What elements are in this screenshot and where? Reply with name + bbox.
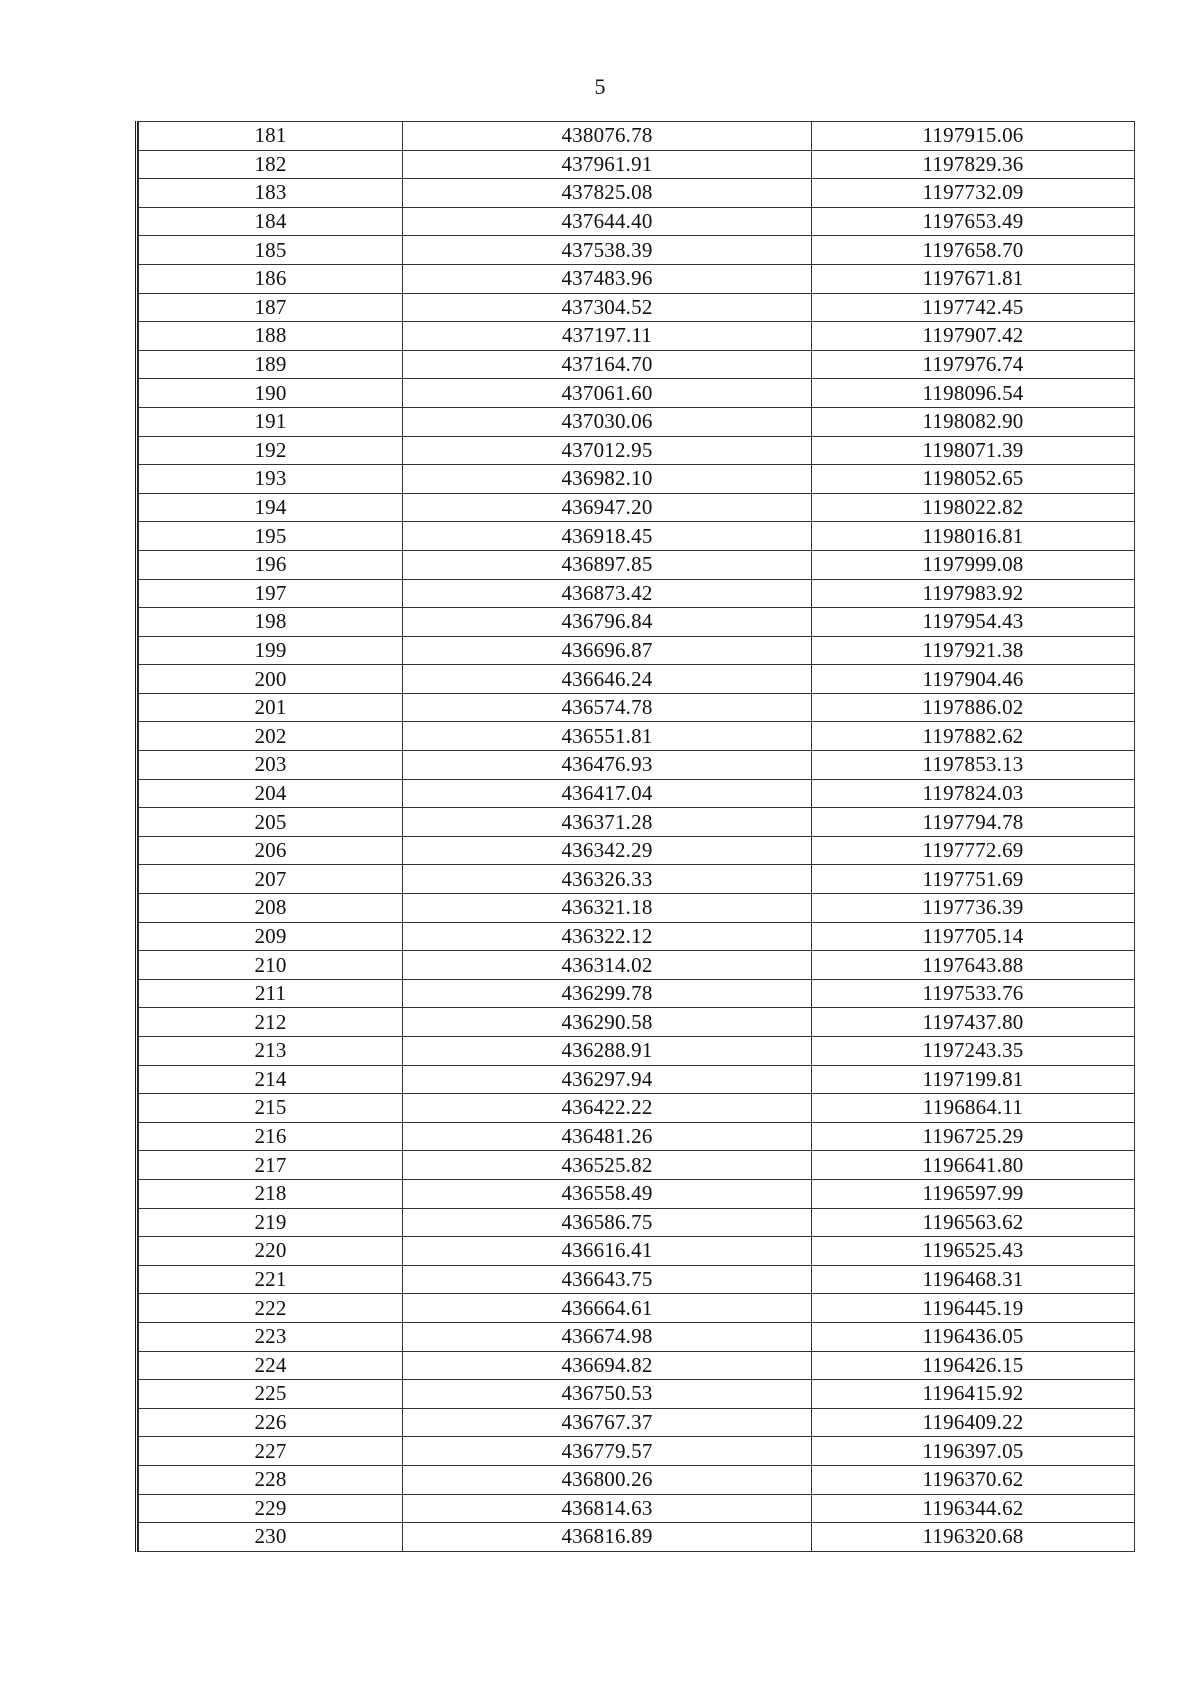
y-coordinate-cell: 1196370.62 — [812, 1465, 1135, 1494]
y-coordinate-cell: 1197824.03 — [812, 779, 1135, 808]
y-coordinate-cell: 1197954.43 — [812, 608, 1135, 637]
y-coordinate-cell: 1198052.65 — [812, 465, 1135, 494]
x-coordinate-cell: 436694.82 — [403, 1351, 812, 1380]
table-row — [139, 379, 1135, 408]
x-coordinate-cell: 436767.37 — [403, 1408, 812, 1437]
y-coordinate-cell: 1197999.08 — [812, 550, 1135, 579]
point-number-cell: 190 — [139, 379, 403, 408]
table-row — [139, 1437, 1135, 1466]
table-row — [139, 436, 1135, 465]
table-row — [139, 207, 1135, 236]
x-coordinate-cell: 436574.78 — [403, 693, 812, 722]
point-number-cell: 188 — [139, 322, 403, 351]
x-coordinate-cell: 436664.61 — [403, 1294, 812, 1323]
y-coordinate-cell: 1197882.62 — [812, 722, 1135, 751]
table-row — [139, 264, 1135, 293]
point-number-cell: 219 — [139, 1208, 403, 1237]
y-coordinate-cell: 1196864.11 — [812, 1094, 1135, 1123]
y-coordinate-cell: 1196415.92 — [812, 1380, 1135, 1409]
table-row — [139, 1237, 1135, 1266]
x-coordinate-cell: 436322.12 — [403, 922, 812, 951]
y-coordinate-cell: 1197772.69 — [812, 836, 1135, 865]
x-coordinate-cell: 437304.52 — [403, 293, 812, 322]
x-coordinate-cell: 436586.75 — [403, 1208, 812, 1237]
x-coordinate-cell: 437012.95 — [403, 436, 812, 465]
table-row — [139, 751, 1135, 780]
table-row — [139, 1380, 1135, 1409]
table-row — [139, 122, 1135, 151]
table-row — [139, 1065, 1135, 1094]
table-row — [139, 665, 1135, 694]
table-row — [139, 1265, 1135, 1294]
coordinates-table — [138, 121, 1135, 1552]
y-coordinate-cell: 1198022.82 — [812, 493, 1135, 522]
point-number-cell: 184 — [139, 207, 403, 236]
y-coordinate-cell: 1197742.45 — [812, 293, 1135, 322]
point-number-cell: 212 — [139, 1008, 403, 1037]
point-number-cell: 227 — [139, 1437, 403, 1466]
y-coordinate-cell: 1197732.09 — [812, 179, 1135, 208]
x-coordinate-cell: 436417.04 — [403, 779, 812, 808]
table-row — [139, 350, 1135, 379]
x-coordinate-cell: 436674.98 — [403, 1322, 812, 1351]
x-coordinate-cell: 436696.87 — [403, 636, 812, 665]
point-number-cell: 229 — [139, 1494, 403, 1523]
table-row — [139, 1179, 1135, 1208]
table-row — [139, 894, 1135, 923]
x-coordinate-cell: 436481.26 — [403, 1122, 812, 1151]
table-row — [139, 150, 1135, 179]
table-row — [139, 579, 1135, 608]
point-number-cell: 215 — [139, 1094, 403, 1123]
x-coordinate-cell: 436796.84 — [403, 608, 812, 637]
table-row — [139, 636, 1135, 665]
table-row — [139, 808, 1135, 837]
y-coordinate-cell: 1197976.74 — [812, 350, 1135, 379]
table-row — [139, 322, 1135, 351]
x-coordinate-cell: 436342.29 — [403, 836, 812, 865]
x-coordinate-cell: 436476.93 — [403, 751, 812, 780]
point-number-cell: 211 — [139, 979, 403, 1008]
page-number: 5 — [594, 74, 606, 99]
point-number-cell: 213 — [139, 1037, 403, 1066]
y-coordinate-cell: 1197705.14 — [812, 922, 1135, 951]
y-coordinate-cell: 1197658.70 — [812, 236, 1135, 265]
x-coordinate-cell: 436525.82 — [403, 1151, 812, 1180]
point-number-cell: 223 — [139, 1322, 403, 1351]
y-coordinate-cell: 1197829.36 — [812, 150, 1135, 179]
table-row — [139, 465, 1135, 494]
point-number-cell: 198 — [139, 608, 403, 637]
y-coordinate-cell: 1197886.02 — [812, 693, 1135, 722]
point-number-cell: 209 — [139, 922, 403, 951]
x-coordinate-cell: 437538.39 — [403, 236, 812, 265]
table-row — [139, 1408, 1135, 1437]
x-coordinate-cell: 436982.10 — [403, 465, 812, 494]
point-number-cell: 203 — [139, 751, 403, 780]
point-number-cell: 194 — [139, 493, 403, 522]
point-number-cell: 214 — [139, 1065, 403, 1094]
table-row — [139, 179, 1135, 208]
table-row — [139, 951, 1135, 980]
point-number-cell: 226 — [139, 1408, 403, 1437]
x-coordinate-cell: 436371.28 — [403, 808, 812, 837]
point-number-cell: 204 — [139, 779, 403, 808]
table-row — [139, 979, 1135, 1008]
x-coordinate-cell: 436297.94 — [403, 1065, 812, 1094]
x-coordinate-cell: 436290.58 — [403, 1008, 812, 1037]
table-row — [139, 1094, 1135, 1123]
point-number-cell: 193 — [139, 465, 403, 494]
point-number-cell: 224 — [139, 1351, 403, 1380]
x-coordinate-cell: 436750.53 — [403, 1380, 812, 1409]
point-number-cell: 200 — [139, 665, 403, 694]
x-coordinate-cell: 436918.45 — [403, 522, 812, 551]
y-coordinate-cell: 1197736.39 — [812, 894, 1135, 923]
y-coordinate-cell: 1197437.80 — [812, 1008, 1135, 1037]
x-coordinate-cell: 437644.40 — [403, 207, 812, 236]
y-coordinate-cell: 1197243.35 — [812, 1037, 1135, 1066]
x-coordinate-cell: 436422.22 — [403, 1094, 812, 1123]
point-number-cell: 202 — [139, 722, 403, 751]
x-coordinate-cell: 436314.02 — [403, 951, 812, 980]
point-number-cell: 221 — [139, 1265, 403, 1294]
point-number-cell: 216 — [139, 1122, 403, 1151]
y-coordinate-cell: 1198016.81 — [812, 522, 1135, 551]
y-coordinate-cell: 1196426.15 — [812, 1351, 1135, 1380]
table-row — [139, 608, 1135, 637]
y-coordinate-cell: 1196344.62 — [812, 1494, 1135, 1523]
x-coordinate-cell: 436643.75 — [403, 1265, 812, 1294]
y-coordinate-cell: 1196725.29 — [812, 1122, 1135, 1151]
x-coordinate-cell: 437825.08 — [403, 179, 812, 208]
y-coordinate-cell: 1196436.05 — [812, 1322, 1135, 1351]
table-row — [139, 1351, 1135, 1380]
x-coordinate-cell: 436288.91 — [403, 1037, 812, 1066]
x-coordinate-cell: 438076.78 — [403, 122, 812, 151]
x-coordinate-cell: 437961.91 — [403, 150, 812, 179]
table-row — [139, 1151, 1135, 1180]
y-coordinate-cell: 1197915.06 — [812, 122, 1135, 151]
point-number-cell: 201 — [139, 693, 403, 722]
x-coordinate-cell: 437030.06 — [403, 407, 812, 436]
point-number-cell: 217 — [139, 1151, 403, 1180]
y-coordinate-cell: 1198096.54 — [812, 379, 1135, 408]
table-row — [139, 550, 1135, 579]
point-number-cell: 208 — [139, 894, 403, 923]
point-number-cell: 187 — [139, 293, 403, 322]
x-coordinate-cell: 436779.57 — [403, 1437, 812, 1466]
point-number-cell: 192 — [139, 436, 403, 465]
point-number-cell: 189 — [139, 350, 403, 379]
x-coordinate-cell: 436800.26 — [403, 1465, 812, 1494]
y-coordinate-cell: 1197794.78 — [812, 808, 1135, 837]
y-coordinate-cell: 1197671.81 — [812, 264, 1135, 293]
y-coordinate-cell: 1196641.80 — [812, 1151, 1135, 1180]
table-row — [139, 1494, 1135, 1523]
table-row — [139, 1037, 1135, 1066]
x-coordinate-cell: 436326.33 — [403, 865, 812, 894]
y-coordinate-cell: 1196597.99 — [812, 1179, 1135, 1208]
point-number-cell: 205 — [139, 808, 403, 837]
table-row — [139, 865, 1135, 894]
point-number-cell: 222 — [139, 1294, 403, 1323]
x-coordinate-cell: 437061.60 — [403, 379, 812, 408]
table-row — [139, 236, 1135, 265]
x-coordinate-cell: 436816.89 — [403, 1523, 812, 1552]
y-coordinate-cell: 1197751.69 — [812, 865, 1135, 894]
y-coordinate-cell: 1197533.76 — [812, 979, 1135, 1008]
y-coordinate-cell: 1196409.22 — [812, 1408, 1135, 1437]
point-number-cell: 210 — [139, 951, 403, 980]
y-coordinate-cell: 1197853.13 — [812, 751, 1135, 780]
table-row — [139, 1465, 1135, 1494]
table-row — [139, 1322, 1135, 1351]
point-number-cell: 191 — [139, 407, 403, 436]
table-row — [139, 1523, 1135, 1552]
y-coordinate-cell: 1197921.38 — [812, 636, 1135, 665]
y-coordinate-cell: 1196563.62 — [812, 1208, 1135, 1237]
point-number-cell: 207 — [139, 865, 403, 894]
table-row — [139, 1008, 1135, 1037]
table-row — [139, 836, 1135, 865]
y-coordinate-cell: 1197653.49 — [812, 207, 1135, 236]
x-coordinate-cell: 436299.78 — [403, 979, 812, 1008]
x-coordinate-cell: 436814.63 — [403, 1494, 812, 1523]
y-coordinate-cell: 1196525.43 — [812, 1237, 1135, 1266]
point-number-cell: 199 — [139, 636, 403, 665]
y-coordinate-cell: 1196397.05 — [812, 1437, 1135, 1466]
x-coordinate-cell: 436646.24 — [403, 665, 812, 694]
y-coordinate-cell: 1196468.31 — [812, 1265, 1135, 1294]
point-number-cell: 181 — [139, 122, 403, 151]
point-number-cell: 220 — [139, 1237, 403, 1266]
y-coordinate-cell: 1197643.88 — [812, 951, 1135, 980]
table-row — [139, 493, 1135, 522]
coordinates-table-container — [135, 121, 1134, 1552]
point-number-cell: 228 — [139, 1465, 403, 1494]
coordinates-table-body — [139, 122, 1135, 1552]
y-coordinate-cell: 1197904.46 — [812, 665, 1135, 694]
table-row — [139, 522, 1135, 551]
table-row — [139, 1122, 1135, 1151]
x-coordinate-cell: 436616.41 — [403, 1237, 812, 1266]
x-coordinate-cell: 436321.18 — [403, 894, 812, 923]
table-row — [139, 1208, 1135, 1237]
x-coordinate-cell: 436558.49 — [403, 1179, 812, 1208]
point-number-cell: 230 — [139, 1523, 403, 1552]
table-row — [139, 1294, 1135, 1323]
x-coordinate-cell: 436873.42 — [403, 579, 812, 608]
x-coordinate-cell: 437164.70 — [403, 350, 812, 379]
table-row — [139, 722, 1135, 751]
point-number-cell: 197 — [139, 579, 403, 608]
table-row — [139, 407, 1135, 436]
point-number-cell: 225 — [139, 1380, 403, 1409]
x-coordinate-cell: 437197.11 — [403, 322, 812, 351]
point-number-cell: 195 — [139, 522, 403, 551]
x-coordinate-cell: 436897.85 — [403, 550, 812, 579]
x-coordinate-cell: 436551.81 — [403, 722, 812, 751]
point-number-cell: 183 — [139, 179, 403, 208]
x-coordinate-cell: 437483.96 — [403, 264, 812, 293]
table-row — [139, 293, 1135, 322]
point-number-cell: 196 — [139, 550, 403, 579]
point-number-cell: 186 — [139, 264, 403, 293]
y-coordinate-cell: 1197907.42 — [812, 322, 1135, 351]
y-coordinate-cell: 1197199.81 — [812, 1065, 1135, 1094]
table-row — [139, 779, 1135, 808]
y-coordinate-cell: 1197983.92 — [812, 579, 1135, 608]
point-number-cell: 218 — [139, 1179, 403, 1208]
point-number-cell: 206 — [139, 836, 403, 865]
point-number-cell: 182 — [139, 150, 403, 179]
y-coordinate-cell: 1196320.68 — [812, 1523, 1135, 1552]
point-number-cell: 185 — [139, 236, 403, 265]
table-row — [139, 693, 1135, 722]
y-coordinate-cell: 1198071.39 — [812, 436, 1135, 465]
table-row — [139, 922, 1135, 951]
y-coordinate-cell: 1196445.19 — [812, 1294, 1135, 1323]
y-coordinate-cell: 1198082.90 — [812, 407, 1135, 436]
x-coordinate-cell: 436947.20 — [403, 493, 812, 522]
